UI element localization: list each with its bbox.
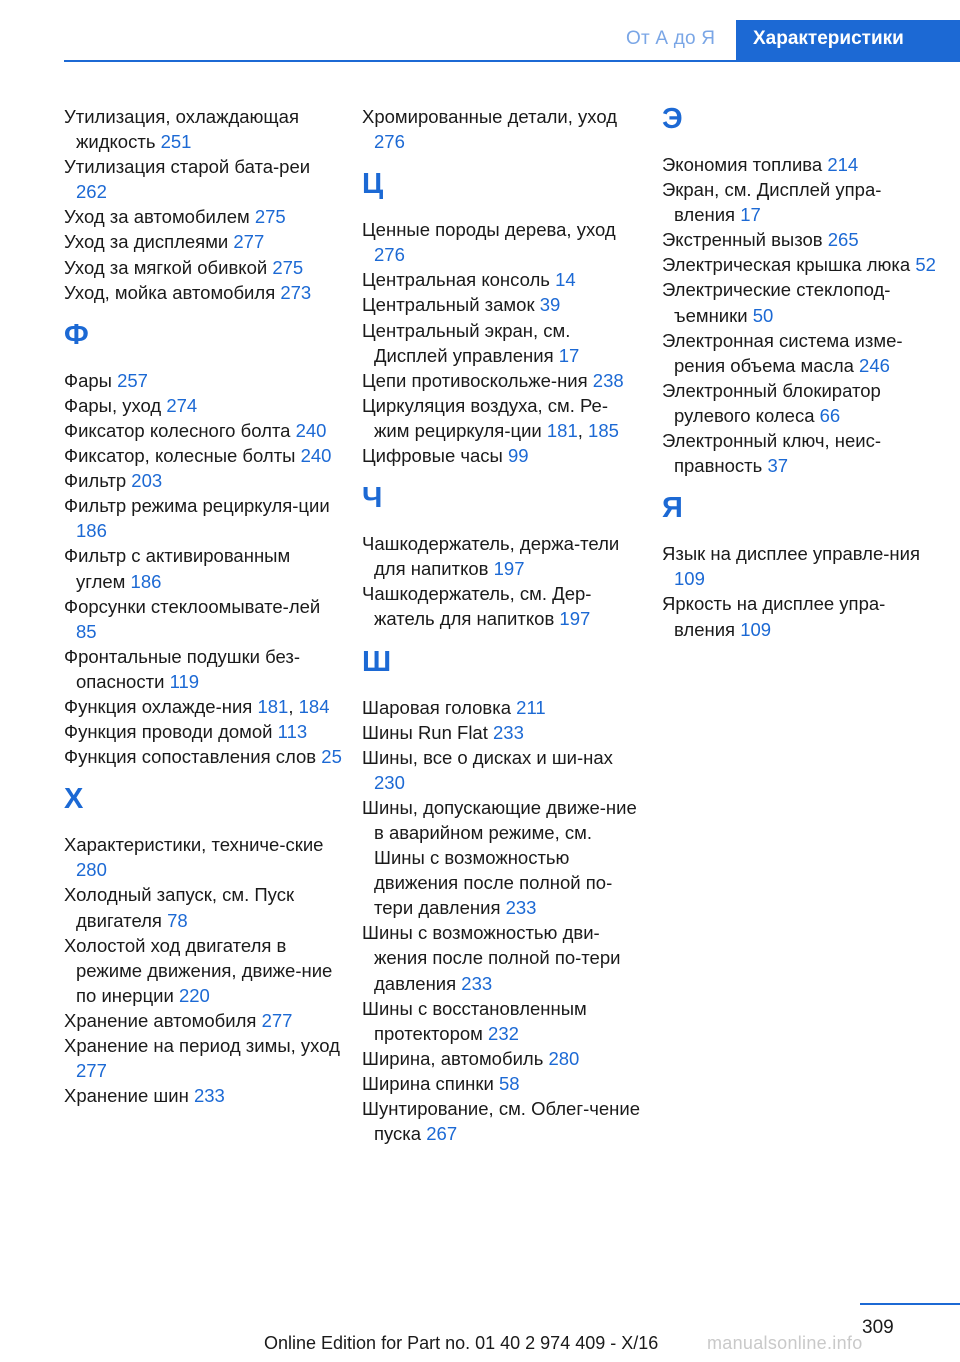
page-link[interactable]: 214 bbox=[827, 154, 859, 175]
index-entry bbox=[662, 541, 942, 591]
index-entry bbox=[64, 1008, 344, 1033]
watermark: manualsonline.info bbox=[707, 1333, 863, 1353]
index-entry bbox=[662, 428, 942, 478]
index-entry bbox=[362, 1071, 642, 1096]
entry-term: Шины с возможностью дви-жения после полной по-тери давления bbox=[362, 922, 621, 994]
page-link[interactable]: 50 bbox=[752, 304, 774, 326]
page-link[interactable]: 251 bbox=[160, 131, 192, 153]
page-link[interactable]: 277 bbox=[261, 1009, 293, 1031]
section-letter: Я bbox=[662, 492, 683, 525]
section-letter: Ч bbox=[362, 482, 383, 515]
page-link[interactable]: 276 bbox=[374, 131, 405, 153]
index-entry bbox=[362, 1096, 642, 1146]
page-link[interactable]: 109 bbox=[740, 618, 772, 640]
entry-term: Уход за автомобилем bbox=[64, 206, 250, 228]
entry-term: Форсунки стеклоомывате-лей bbox=[64, 595, 321, 617]
page-link[interactable]: 99 bbox=[508, 445, 529, 467]
section-letter: Ф bbox=[64, 318, 89, 351]
entry-term: Уход за дисплеями bbox=[64, 231, 229, 253]
index-entry bbox=[362, 795, 642, 920]
entry-term: Центральный замок bbox=[362, 294, 535, 316]
page-link[interactable]: 181 bbox=[257, 695, 289, 717]
index-entry bbox=[64, 204, 344, 229]
entry-term: Холостой ход двигателя в режиме движения, движе-ние по инерции bbox=[64, 934, 333, 1006]
entry-term: Экономия топлива bbox=[662, 154, 823, 175]
entry-term: Фары, уход bbox=[64, 394, 162, 416]
entry-term: Фильтр режима рециркуля-ции bbox=[64, 495, 330, 517]
entry-term: Яркость на дисплее упра-вления bbox=[662, 593, 886, 640]
page-link[interactable]: 267 bbox=[426, 1123, 458, 1145]
entry-term: Ширина, автомобиль bbox=[362, 1047, 544, 1069]
index-entry bbox=[362, 217, 642, 267]
page-link[interactable]: 52 bbox=[915, 254, 936, 276]
entry-term: Язык на дисплее управле-ния bbox=[662, 543, 920, 565]
index-entry bbox=[362, 720, 642, 745]
entry-term: Холодный запуск, см. Пуск двигателя bbox=[64, 884, 295, 931]
page-link[interactable]: 240 bbox=[295, 419, 327, 441]
page-link[interactable]: 275 bbox=[254, 206, 286, 228]
section-tab[interactable]: От А до Я bbox=[626, 28, 716, 49]
index-entry bbox=[64, 104, 344, 154]
index-entry: Циркуляция воздуха, см. Ре-жим рециркуля-ции 181, 185 bbox=[362, 394, 619, 441]
page-link[interactable]: 246 bbox=[859, 354, 890, 376]
entry-term: Шунтирование, см. Облег-чение пуска bbox=[362, 1098, 640, 1145]
index-entry bbox=[64, 255, 344, 280]
entry-term: Фары bbox=[64, 369, 112, 391]
entry-term: Шины с восстановленным протектором bbox=[362, 997, 587, 1044]
page-link[interactable]: 220 bbox=[178, 984, 210, 1006]
index-entry bbox=[362, 996, 642, 1046]
entry-term: Чашкодержатель, см. Дер-жатель для напитков bbox=[362, 583, 592, 630]
page-link[interactable]: 181 bbox=[546, 419, 578, 441]
page-link[interactable]: 230 bbox=[374, 771, 405, 793]
index-entry bbox=[362, 104, 642, 154]
entry-term: Хранение на период зимы, уход bbox=[64, 1035, 340, 1056]
index-entry bbox=[64, 229, 344, 254]
page-link[interactable]: 119 bbox=[169, 670, 200, 692]
section-letter: Ш bbox=[362, 645, 392, 678]
edition-line: Online Edition for Part no. 01 40 2 974 409 - X/16 bbox=[264, 1333, 659, 1353]
entry-term: Ширина спинки bbox=[362, 1072, 494, 1094]
index-entry bbox=[362, 267, 642, 292]
index-entry bbox=[362, 1046, 642, 1071]
page-link[interactable]: 197 bbox=[559, 608, 591, 630]
section-letter: Ц bbox=[362, 168, 384, 201]
page-link[interactable]: 17 bbox=[740, 204, 761, 226]
index-entry bbox=[64, 154, 344, 204]
page-link[interactable]: 113 bbox=[277, 721, 308, 743]
index-entry bbox=[64, 468, 344, 493]
page-link[interactable]: 186 bbox=[76, 520, 107, 542]
page-link[interactable]: 184 bbox=[298, 695, 330, 717]
page-link[interactable]: 280 bbox=[548, 1047, 580, 1069]
entry-term: Функция проводи домой bbox=[64, 721, 273, 743]
index-column-2 bbox=[362, 104, 642, 1146]
index-entry bbox=[362, 443, 642, 468]
page-link[interactable]: 14 bbox=[555, 269, 576, 291]
footer-rule bbox=[860, 1303, 960, 1305]
entry-term: Шины, все о дисках и ши-нах bbox=[362, 746, 613, 768]
page-link[interactable]: 37 bbox=[767, 455, 789, 477]
entry-term: Фильтр bbox=[64, 470, 127, 492]
entry-term: Функция сопоставления слов bbox=[64, 746, 317, 768]
page-link[interactable]: 262 bbox=[76, 181, 107, 203]
index-entry bbox=[662, 277, 942, 327]
entry-term: Ценные породы дерева, уход bbox=[362, 219, 616, 241]
index-entry bbox=[362, 368, 642, 393]
index-entry bbox=[362, 920, 642, 995]
page-number: 309 bbox=[862, 1317, 894, 1338]
page-link[interactable]: 233 bbox=[461, 972, 493, 994]
page-link[interactable]: 277 bbox=[233, 231, 265, 253]
index-entry bbox=[64, 280, 344, 305]
entry-term: Функция охлажде-ния bbox=[64, 695, 253, 717]
index-entry bbox=[64, 1083, 344, 1108]
index-entry bbox=[64, 1033, 344, 1083]
index-entry bbox=[662, 152, 942, 177]
entry-term: Утилизация, охлаждающая жидкость bbox=[64, 106, 299, 153]
entry-term: Экстренный вызов bbox=[662, 229, 823, 251]
index-entry bbox=[662, 177, 942, 227]
entry-term: Электрическая крышка люка bbox=[662, 254, 911, 276]
entry-term: Хранение шин bbox=[64, 1085, 189, 1107]
index-entry bbox=[64, 443, 344, 468]
page-link[interactable]: 276 bbox=[374, 244, 405, 266]
index-entry bbox=[662, 328, 942, 378]
page-link[interactable]: 265 bbox=[827, 229, 859, 251]
entry-term: Циркуляция воздуха, см. Ре-жим рециркуля-ции bbox=[362, 394, 609, 441]
index-entry bbox=[64, 719, 344, 744]
page-link[interactable]: 233 bbox=[493, 721, 524, 743]
active-chapter-tab[interactable]: Характеристики bbox=[736, 20, 960, 62]
index-entry bbox=[362, 695, 642, 720]
page-link[interactable]: 25 bbox=[321, 746, 342, 768]
page-link[interactable]: 39 bbox=[539, 294, 561, 316]
entry-term: Электронный блокиратор рулевого колеса bbox=[662, 379, 881, 426]
page-link[interactable]: 66 bbox=[819, 404, 841, 426]
index-entry bbox=[64, 368, 344, 393]
page-link[interactable]: 58 bbox=[498, 1072, 520, 1094]
page-link[interactable]: 203 bbox=[131, 470, 163, 492]
page-link[interactable]: 277 bbox=[76, 1060, 107, 1082]
entry-term: Характеристики, техниче-ские bbox=[64, 834, 324, 856]
index-entry bbox=[64, 393, 344, 418]
entry-term: Электронная система изме-рения объема масла bbox=[662, 329, 903, 376]
entry-term: Центральная консоль bbox=[362, 269, 550, 291]
index-entry bbox=[362, 292, 642, 317]
index-entry bbox=[662, 378, 942, 428]
page-link[interactable]: 17 bbox=[558, 344, 580, 366]
page-link[interactable]: 232 bbox=[488, 1022, 519, 1044]
page-link[interactable]: 238 bbox=[592, 369, 624, 391]
index-entry bbox=[64, 594, 344, 644]
page-link[interactable]: 273 bbox=[280, 281, 312, 303]
entry-term: Цепи противоскольже-ния bbox=[362, 369, 588, 391]
page-link[interactable]: 211 bbox=[516, 696, 546, 718]
entry-term: Шаровая головка bbox=[362, 696, 512, 718]
section-letter: Х bbox=[64, 783, 84, 816]
entry-term: Электронный ключ, неис-правность bbox=[662, 430, 882, 477]
index-entry: Функция охлажде-ния 181, 184 bbox=[64, 695, 330, 717]
entry-term: Уход за мягкой обивкой bbox=[64, 256, 268, 278]
entry-term: Шины, допускающие движе-ние в аварийном режиме, см. Шины с возможностью движения после полной по-тери давления bbox=[362, 796, 637, 919]
index-column-1 bbox=[64, 104, 344, 1108]
page-link[interactable]: 109 bbox=[674, 568, 705, 590]
entry-term: Экран, см. Дисплей упра-вления bbox=[662, 179, 882, 226]
entry-term: Фильтр с активированным углем bbox=[64, 545, 291, 592]
entry-term: Цифровые часы bbox=[362, 445, 503, 467]
section-letter: Э bbox=[662, 103, 683, 135]
index-entry bbox=[362, 745, 642, 795]
entry-term: Центральный экран, см. Дисплей управления bbox=[362, 319, 571, 366]
index-entry bbox=[64, 832, 344, 882]
entry-term: Фронтальные подушки без-опасности bbox=[64, 645, 301, 692]
entry-term: Шины Run Flat bbox=[362, 721, 488, 743]
index-entry bbox=[662, 227, 942, 252]
page-link[interactable]: 240 bbox=[300, 445, 332, 467]
index-entry bbox=[362, 318, 642, 368]
entry-term: Фиксатор, колесные болты bbox=[64, 445, 296, 467]
index-entry bbox=[64, 644, 344, 694]
page-link[interactable]: 275 bbox=[272, 256, 304, 278]
index-entry bbox=[64, 933, 344, 1008]
index-entry bbox=[362, 531, 642, 581]
page-link[interactable]: 85 bbox=[76, 620, 97, 642]
entry-term: Электрические стеклопод-ъемники bbox=[662, 279, 891, 326]
index-entry bbox=[662, 252, 942, 277]
page-link[interactable]: 233 bbox=[505, 897, 537, 919]
page-link[interactable]: 257 bbox=[117, 369, 148, 391]
index-entry bbox=[64, 882, 344, 932]
entry-term: Хранение автомобиля bbox=[64, 1009, 257, 1031]
entry-term: Уход, мойка автомобиля bbox=[64, 281, 276, 303]
entry-term: Хромированные детали, уход bbox=[362, 106, 618, 127]
entry-term: Утилизация старой бата-реи bbox=[64, 156, 311, 178]
page-link[interactable]: 233 bbox=[193, 1085, 225, 1107]
index-entry bbox=[362, 581, 642, 631]
index-column-3 bbox=[662, 104, 942, 642]
index-entry bbox=[64, 418, 344, 443]
page-link[interactable]: 186 bbox=[130, 570, 162, 592]
page-link[interactable]: 274 bbox=[166, 394, 198, 416]
index-entry bbox=[64, 493, 344, 543]
entry-term: Фиксатор колесного болта bbox=[64, 419, 291, 441]
entry-term: Чашкодержатель, держа-тели для напитков bbox=[362, 533, 620, 580]
index-entry bbox=[662, 591, 942, 641]
index-entry bbox=[64, 744, 344, 769]
page-link[interactable]: 185 bbox=[588, 419, 619, 441]
page-link[interactable]: 197 bbox=[493, 558, 525, 580]
page-link[interactable]: 78 bbox=[167, 909, 188, 931]
page-link[interactable]: 280 bbox=[76, 859, 107, 881]
index-entry bbox=[64, 543, 344, 593]
